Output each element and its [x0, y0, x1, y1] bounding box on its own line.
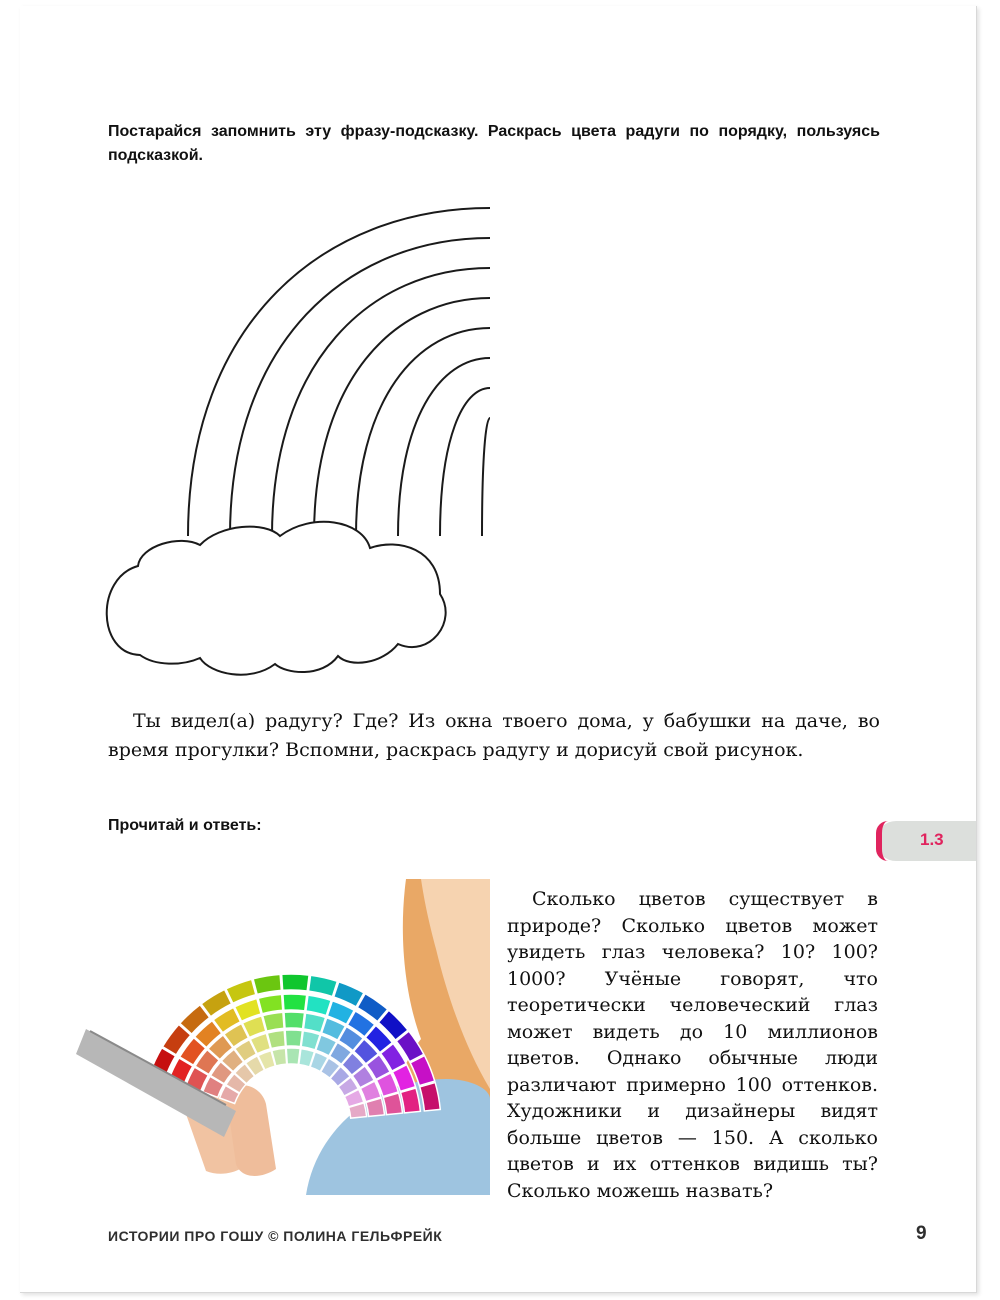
swatch	[258, 994, 283, 1013]
swatch	[263, 1012, 284, 1031]
section-number: 1.3	[920, 830, 944, 849]
rainbow-task-instruction: Постарайся запомнить эту фразу-подсказку. Раскрась цвета радуги по порядку, пользуясь подсказкой.	[108, 123, 880, 164]
colors-paragraph: Сколько цветов существует в природе? Сколько цветов может увидеть глаз человека? 10? 100? 1000? Учёные говорят, что теоретически человеческий глаз может видеть до 10 миллионов цветов. Однако обычные люди различают примерно 100 оттенков. Художники и дизайнеры видят больше цветов — 150. А сколько цветов и их оттенков видишь ты? Сколько можешь назвать?	[507, 888, 878, 1202]
swatch	[282, 974, 309, 991]
rainbow-coloring-outline	[100, 196, 500, 686]
swatch	[267, 1030, 285, 1048]
rainbow-arc	[356, 328, 490, 536]
swatch	[286, 1048, 300, 1064]
book-page	[20, 6, 977, 1293]
palette-illustration	[76, 879, 490, 1195]
swatch	[383, 1093, 402, 1115]
section-tab-accent	[876, 821, 888, 861]
swatch	[283, 994, 307, 1011]
swatch	[253, 974, 281, 994]
rainbow-arc	[272, 268, 490, 536]
swatch	[285, 1030, 302, 1047]
palette-fan-photo	[76, 879, 490, 1195]
read-and-answer-instruction: Прочитай и ответь:	[108, 817, 262, 834]
section-tab	[876, 821, 976, 861]
rainbow-arc	[482, 418, 490, 536]
footer-book-title: ИСТОРИИ ПРО ГОШУ © ПОЛИНА ГЕЛЬФРЕЙК	[108, 1228, 443, 1244]
page-number: 9	[916, 1223, 927, 1244]
cloud-outline	[107, 522, 446, 675]
rainbow-question-paragraph: Ты видел(а) радугу? Где? Из окна твоего дома, у бабушки на даче, во время прогулки? Вспомни, раскрась радугу и дорисуй свой рисунок.	[108, 710, 880, 761]
swatch	[284, 1012, 304, 1029]
rainbow-arc	[230, 238, 490, 536]
rainbow-arc	[398, 358, 490, 536]
rainbow-arc	[314, 298, 490, 536]
swatch	[401, 1088, 421, 1113]
